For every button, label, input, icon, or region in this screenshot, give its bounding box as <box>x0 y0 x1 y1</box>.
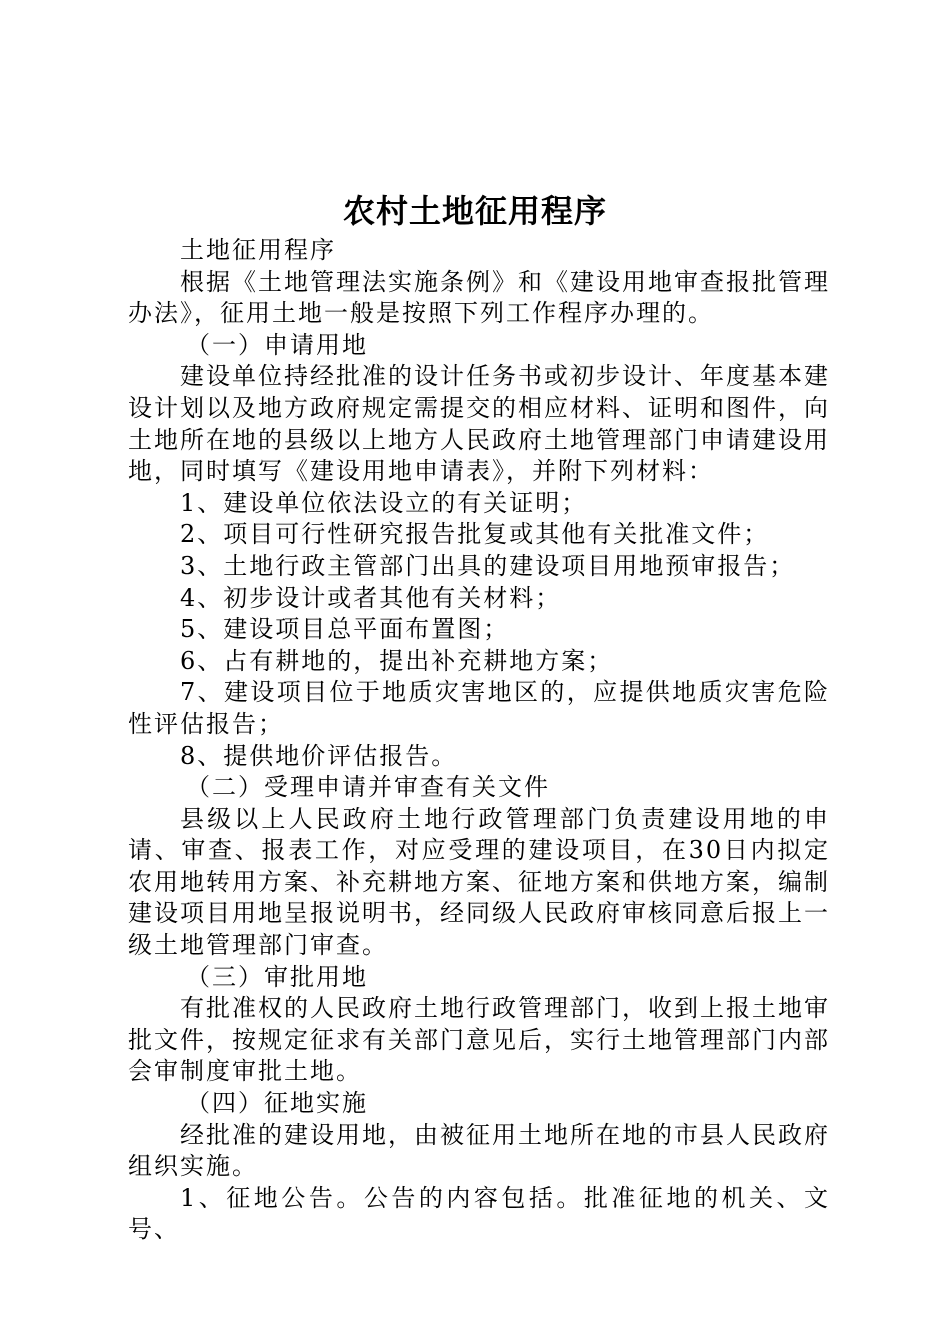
paragraph: 5、建设项目总平面布置图； <box>180 615 510 644</box>
document-body <box>128 235 830 1246</box>
paragraph: 1、建设单位依法设立的有关证明； <box>180 488 588 517</box>
section-heading: （三）审批用地 <box>186 962 368 991</box>
paragraph: 6、占有耕地的，提出补充耕地方案； <box>180 646 614 675</box>
section-heading: （二）受理申请并审查有关文件 <box>186 773 550 802</box>
paragraph: 1、征地公告。公告的内容包括。批准征地的机关、文号、 <box>128 1183 830 1244</box>
paragraph: 4、初步设计或者其他有关材料； <box>180 583 562 612</box>
paragraph: 土地征用程序 <box>180 236 336 264</box>
paragraph: 经批准的建设用地，由被征用土地所在地的市县人民政府组织实施。 <box>128 1120 830 1181</box>
paragraph: 8、提供地价评估报告。 <box>180 741 458 770</box>
paragraph: 建设单位持经批准的设计任务书或初步设计、年度基本建设计划以及地方政府规定需提交的相应材料、证明和图件，向土地所在地的县级以上地方人民政府土地管理部门申请建设用地，同时填写《建设用地申请表》，并附下列材料： <box>128 362 830 486</box>
section-heading: （一）申请用地 <box>186 330 368 359</box>
paragraph: 2、项目可行性研究报告批复或其他有关批准文件； <box>180 520 770 549</box>
paragraph: 7、建设项目位于地质灾害地区的，应提供地质灾害危险性评估报告； <box>128 678 830 738</box>
paragraph: 3、土地行政主管部门出具的建设项目用地预审报告； <box>180 551 796 580</box>
paragraph: 根据《土地管理法实施条例》和《建设用地审查报批管理办法》，征用土地一般是按照下列工作程序办理的。 <box>128 267 830 328</box>
paragraph: 有批准权的人民政府土地行政管理部门，收到上报土地审批文件，按规定征求有关部门意见后，实行土地管理部门内部会审制度审批土地。 <box>128 994 830 1086</box>
document-title: 农村土地征用程序 <box>342 192 607 230</box>
section-heading: （四）征地实施 <box>186 1089 368 1118</box>
paragraph: 县级以上人民政府土地行政管理部门负责建设用地的申请、审查、报表工作，对应受理的建设项目，在30日内拟定农用地转用方案、补充耕地方案、征地方案和供地方案，编制建设项目用地呈报说明书，经同级人民政府审核同意后报上一级土地管理部门审查。 <box>128 804 830 960</box>
